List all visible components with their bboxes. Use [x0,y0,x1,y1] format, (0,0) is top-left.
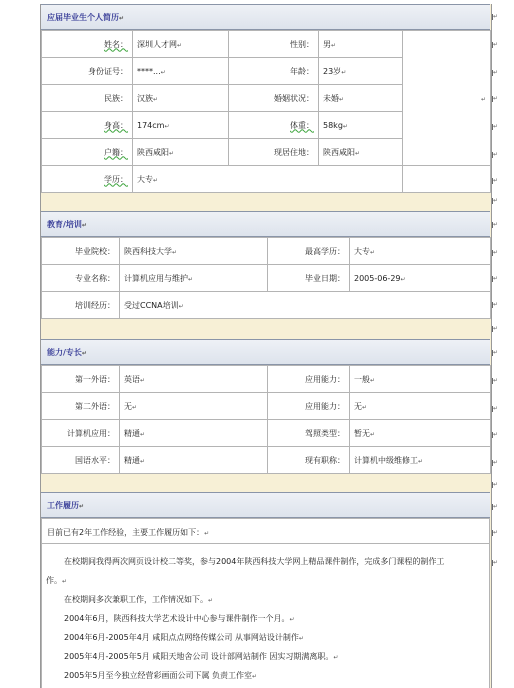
label-second-language: 第二外语： [42,393,120,420]
work-line: 作。↵ [46,576,68,585]
table-row [42,166,491,193]
table-row [42,292,491,319]
value-computer: 精通↵ [120,420,268,447]
table-row [42,238,491,265]
value-major: 计算机应用与维护↵ [120,265,268,292]
section-title-education: 教育/培训↵ [41,211,490,237]
label-highest-degree: 最高学历： [268,238,350,265]
personal-title-text: 应届毕业生个人简历 [47,13,119,22]
label-hukou: 户籍： [42,139,133,166]
table-row [42,447,491,474]
skills-title-text: 能力/专长 [47,348,82,357]
value-ethnicity: 汉族↵ [133,85,229,112]
section-title-skills: 能力/专长↵ [41,339,490,365]
label-mandarin: 国语水平： [42,447,120,474]
value-age: 23岁↵ [319,58,403,85]
label-ethnicity: 民族： [42,85,133,112]
label-training: 培训经历： [42,292,120,319]
label-ability-2: 应用能力： [268,393,350,420]
label-height: 身高： [42,112,133,139]
label-weight: 体重： [229,112,319,139]
label-gender: 性别： [229,31,319,58]
label-school: 毕业院校： [42,238,120,265]
label-major: 专业名称： [42,265,120,292]
right-margin-marks: ↵ ↵ ↵ ↵ ↵ ↵ ↵ ↵ ↵ ↵ ↵ ↵ ↵ ↵ ↵ ↵ ↵ ↵ ↵ ↵ ↵ ↵ [493,13,499,566]
value-gender: 男↵ [319,31,403,58]
table-row [42,366,491,393]
empty-cell [403,166,491,193]
label-computer: 计算机应用： [42,420,120,447]
table-row [42,31,491,58]
label-residence: 现居住地： [229,139,319,166]
label-id: 身份证号： [42,58,133,85]
table-row [42,393,491,420]
value-training: 受过CCNA培训↵ [120,292,491,319]
value-ability-2: 无↵ [350,393,491,420]
work-line: 在校期间我得两次网页设计校二等奖，参与2004年陕西科技大学网上精品课件制作，完成多门课程的制作工 [64,557,445,566]
skills-table [41,365,491,474]
label-ability-1: 应用能力： [268,366,350,393]
value-title: 计算机中级维修工↵ [350,447,491,474]
table-row [42,265,491,292]
label-marital: 婚姻状况： [229,85,319,112]
label-name: 姓名： [42,31,133,58]
work-line: 2004年6月-2005年4月 咸阳点点网络传媒公司 从事网站设计制作↵ [64,633,304,642]
value-license: 暂无↵ [350,420,491,447]
value-second-language: 无↵ [120,393,268,420]
label-first-language: 第一外语： [42,366,120,393]
label-license: 驾照类型： [268,420,350,447]
label-graduation-date: 毕业日期： [268,265,350,292]
label-title: 现有职称： [268,447,350,474]
value-graduation-date: 2005-06-29↵ [350,265,491,292]
label-age: 年龄： [229,58,319,85]
work-title-text: 工作履历 [47,501,79,510]
work-summary: 目前已有2年工作经验，主要工作履历如下：↵ [47,528,210,537]
value-mandarin: 精通↵ [120,447,268,474]
work-details-box [41,543,490,688]
value-school: 陕西科技大学↵ [120,238,268,265]
section-title-work: 工作履历↵ [41,492,490,518]
value-hukou: 陕西咸阳↵ [133,139,229,166]
value-residence: 陕西咸阳↵ [319,139,403,166]
education-title-text: 教育/培训 [47,220,82,229]
work-line: 2004年6月，陕西科技大学艺术设计中心参与课件制作一个月。↵ [64,614,295,623]
value-name: 深圳人才网↵ [133,31,229,58]
work-line: 2005年4月-2005年5月 咸阳天地舍公司 设计部网站制作 因实习期满离职。↵ [64,652,339,661]
value-highest-degree: 大专↵ [350,238,491,265]
value-weight: 58kg↵ [319,112,403,139]
value-marital: 未婚↵ [319,85,403,112]
section-title-personal: 应届毕业生个人简历↵ [41,4,490,30]
education-table [41,237,491,319]
value-first-language: 英语↵ [120,366,268,393]
table-row [42,420,491,447]
work-summary-box [41,518,490,544]
value-height: 174cm↵ [133,112,229,139]
photo-cell: ↵ [403,31,491,166]
personal-info-table [41,30,491,193]
value-ability-1: 一般↵ [350,366,491,393]
work-line: 2005年5月至今独立经营彩画面公司下属 负责工作室↵ [64,671,258,680]
label-degree: 学历： [42,166,133,193]
value-id: ****...↵ [133,58,229,85]
value-degree: 大专↵ [133,166,403,193]
work-line: 在校期间多次兼职工作，工作情况如下。↵ [64,595,214,604]
